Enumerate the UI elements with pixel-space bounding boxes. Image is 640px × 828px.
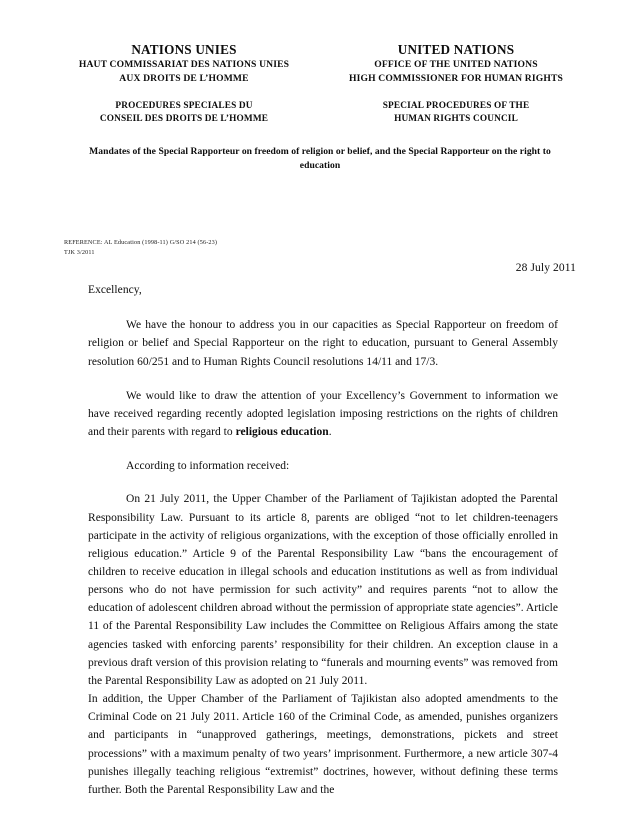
letterhead-right-line1: OFFICE OF THE UNITED NATIONS (374, 59, 538, 71)
paragraph-2-text-after: . (328, 426, 332, 439)
paragraph-1: We have the honour to address you in our capacities as Special Rapporteur on freedom of religion or belief and Special Rapporteur on the right to education, pursuant to General Assembly resolution 60/251 and to Human Rights Council resolutions 14/11 and 17/3. (88, 319, 558, 368)
reference-line-2: TJK 3/2011 (64, 248, 95, 256)
letterhead-right-line2: HIGH COMMISSIONER FOR HUMAN RIGHTS (348, 73, 564, 85)
reference-line-1: REFERENCE: AL Education (1998-11) G/SO 214 (56-23) (64, 239, 218, 246)
spacer (88, 371, 558, 387)
letterhead-left-procedures-line1: PROCEDURES SPECIALES DU (115, 100, 253, 111)
letterhead-right-procedures-line1: SPECIAL PROCEDURES OF THE (382, 100, 530, 111)
letterhead-left-line2: AUX DROITS DE L’HOMME (119, 73, 249, 85)
letterhead (0, 0, 640, 173)
spacer (88, 475, 558, 490)
letterhead-right-procedures-line2: HUMAN RIGHTS COUNCIL (394, 113, 518, 124)
letterhead-bottom-row (0, 100, 640, 126)
paragraph-2 (88, 387, 558, 441)
letterhead-right-org-title: UNITED NATIONS (397, 42, 515, 57)
letter-body (88, 282, 558, 799)
letterhead-top-row (0, 41, 640, 86)
reference-block (64, 238, 217, 257)
paragraph-2-emphasis: religious education (235, 426, 329, 439)
letterhead-left-line1: HAUT COMMISSARIAT DES NATIONS UNIES (78, 59, 290, 71)
paragraph-5: In addition, the Upper Chamber of the Parliament of Tajikistan also adopted amendments to the Criminal Code on 21 July 2011. Article 160 of the Criminal Code, as amended, punishes organizers and participants in “unapproved gatherings, meetings, demonstrations, pickets and street processions” with a maximum penalty of two years’ imprisonment. Furthermore, a new article 307-4 punishes illegally teaching religious “extremist” doctrines, however, without defining these terms further. Both the Parental Responsibility Law and the (88, 693, 558, 796)
letterhead-left-org-title: NATIONS UNIES (131, 42, 237, 57)
letterhead-right-column (336, 41, 576, 86)
paragraph-3: According to information received: (126, 460, 290, 473)
mandates-title: Mandates of the Special Rapporteur on freedom of religion or belief, and the Special Rapporteur on the right to education (89, 146, 551, 171)
spacer (88, 441, 558, 457)
letter-date: 28 July 2011 (515, 262, 576, 274)
letterhead-left-column (64, 41, 304, 86)
letterhead-left-procedures (64, 100, 304, 126)
paragraph-2-text-before: We would like to draw the attention of your Excellency’s Government to information we have received regarding recently adopted legislation imposing restrictions on the rights of children and their parents with regard to (88, 389, 558, 439)
salutation: Excellency, (88, 284, 142, 296)
letterhead-left-procedures-line2: CONSEIL DES DROITS DE L’HOMME (99, 113, 269, 124)
paragraph-4: On 21 July 2011, the Upper Chamber of the Parliament of Tajikistan adopted the Parental Responsibility Law. Pursuant to its article 8, parents are obliged “not to let children-teenagers participate in the activity of religious organizations, with the exception of those officially enrolled in religious education.” Article 9 of the Parental Responsibility Law “bans the encouragement of children to receive education in illegal schools and education institutions as well as from individual persons who do not have permission for such activity” and requires parents “not to allow the education of adolescent children abroad without the permission of appropriate state agencies”. Article 11 of the Parental Responsibility Law includes the Committee on Religious Affairs among the state agencies tasked with enforcing parents’ responsibility for their children. An exception clause in a previous draft version of this provision relating to “funerals and mourning events” was removed from the Parental Responsibility Law as adopted on 21 July 2011. (88, 493, 558, 687)
spacer (88, 299, 558, 316)
letterhead-right-procedures (336, 100, 576, 126)
